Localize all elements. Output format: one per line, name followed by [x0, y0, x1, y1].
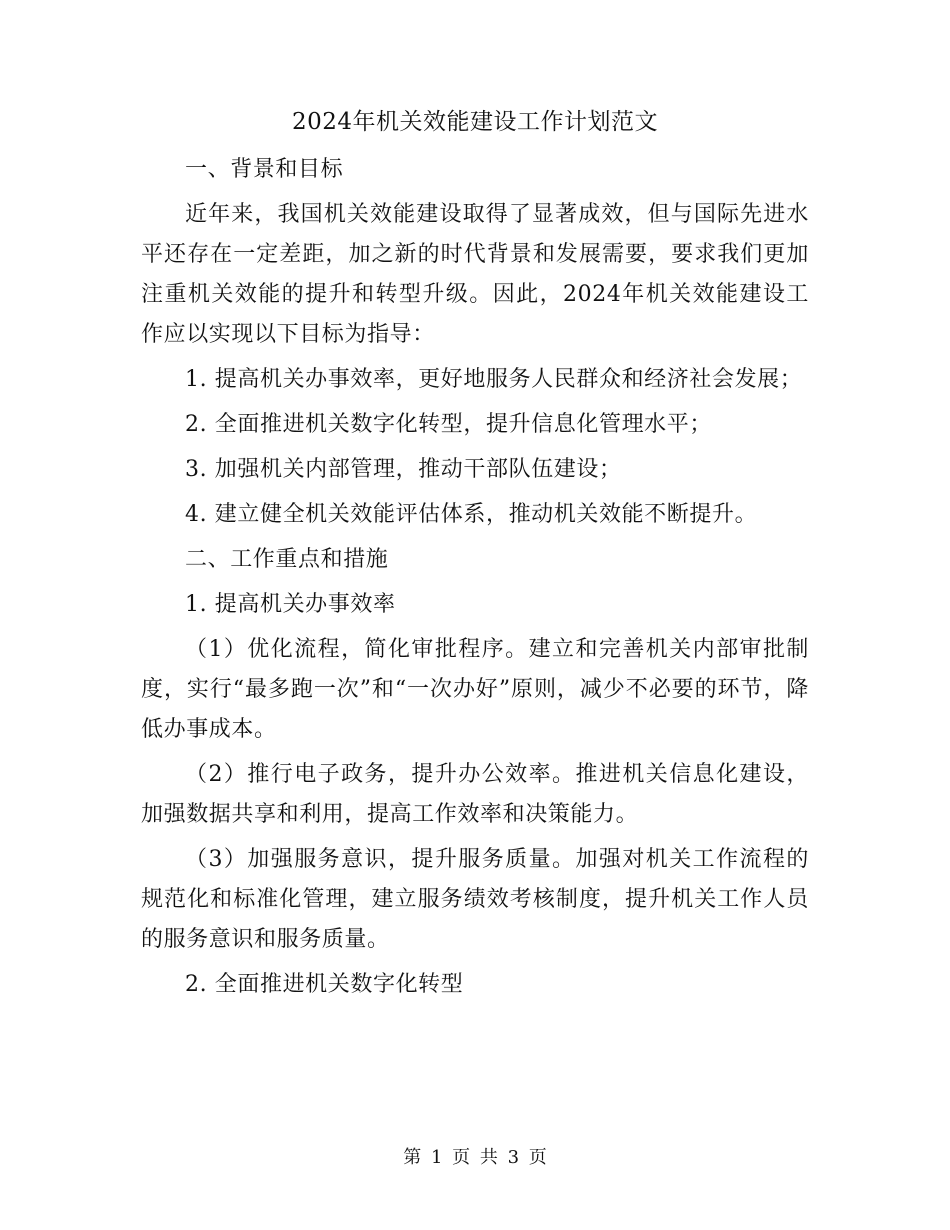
measure-item-1: （1）优化流程，简化审批程序。建立和完善机关内部审批制度，实行“最多跑一次”和“一次办好”原则，减少不必要的环节，降低办事成本。 [141, 637, 809, 742]
subsection-heading-digital: 2. 全面推进机关数字化转型 [185, 972, 464, 997]
document-title: 2024年机关效能建设工作计划范文 [291, 109, 659, 135]
section-heading-measures: 二、工作重点和措施 [185, 547, 389, 572]
document-body [141, 150, 809, 1010]
section-heading-background: 一、背景和目标 [185, 157, 344, 182]
goal-item-1: 1. 提高机关办事效率，更好地服务人民群众和经济社会发展； [185, 367, 803, 392]
page-footer: 第 1 页 共 3 页 [403, 1147, 547, 1168]
paragraph-intro: 近年来，我国机关效能建设取得了显著成效，但与国际先进水平还存在一定差距，加之新的时代背景和发展需要，要求我们更加注重机关效能的提升和转型升级。因此，2024年机关效能建设工作应以实现以下目标为指导： [141, 202, 809, 347]
measure-item-2: （2）推行电子政务，提升办公效率。推进机关信息化建设，加强数据共享和利用，提高工作效率和决策能力。 [141, 762, 809, 827]
subsection-heading-efficiency: 1. 提高机关办事效率 [185, 592, 396, 617]
goal-item-4: 4. 建立健全机关效能评估体系，推动机关效能不断提升。 [185, 502, 758, 527]
goal-item-3: 3. 加强机关内部管理，推动干部队伍建设； [185, 457, 622, 482]
measure-item-3: （3）加强服务意识，提升服务质量。加强对机关工作流程的规范化和标准化管理，建立服务绩效考核制度，提升机关工作人员的服务意识和服务质量。 [141, 847, 809, 952]
goal-item-2: 2. 全面推进机关数字化转型，提升信息化管理水平； [185, 412, 712, 437]
